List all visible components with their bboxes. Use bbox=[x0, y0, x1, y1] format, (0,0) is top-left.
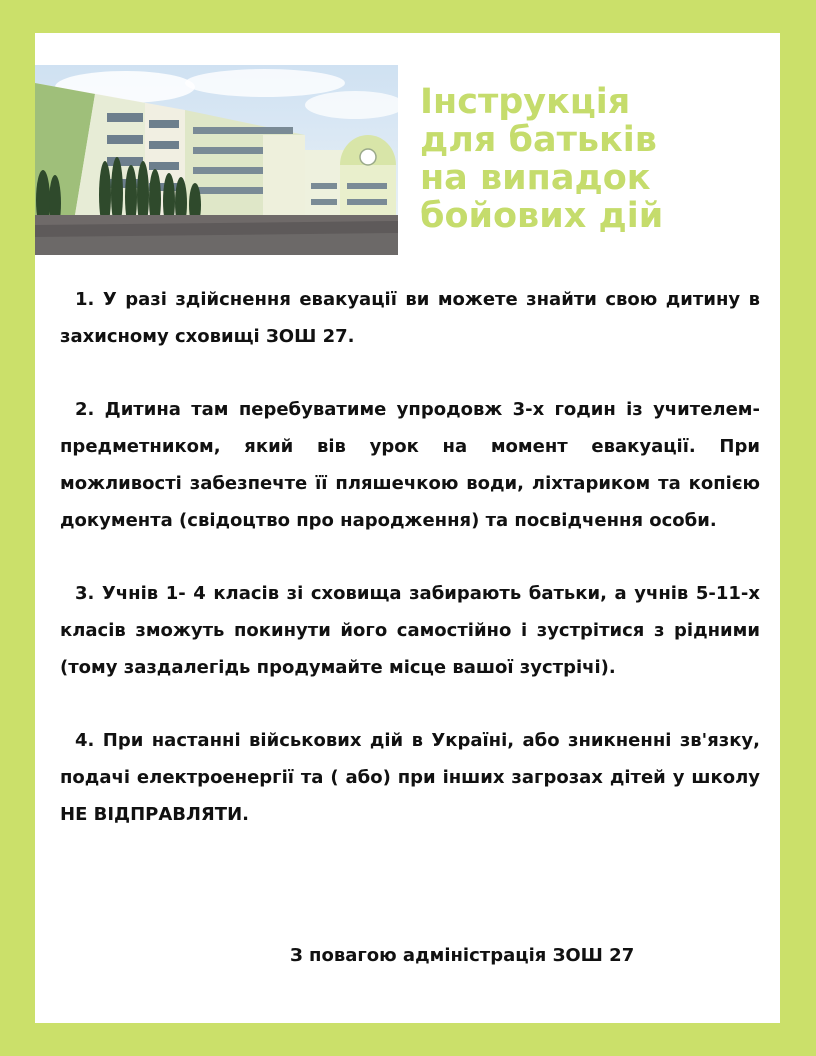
document-title bbox=[420, 83, 770, 235]
title-line: бойових дій bbox=[420, 196, 664, 236]
title-line: для батьків bbox=[420, 120, 657, 160]
signature: З повагою адміністрація ЗОШ 27 bbox=[290, 945, 635, 966]
title-line: Інструкція bbox=[420, 82, 631, 122]
document-page bbox=[35, 33, 780, 1023]
instruction-paragraph-2: 2. Дитина там перебуватиме упродовж 3-х годин із учителем-предметником, який вів урок на момент евакуації. При можливості забезпечте її пляшечкою води, ліхтариком та копією документа (свідоцтво про народження) та посвідчення особи. bbox=[60, 399, 760, 531]
instructions-list bbox=[60, 281, 760, 833]
instruction-paragraph-4: 4. При настанні військових дій в Україні, або зникненні зв'язку, подачі електроенергії та ( або) при інших загрозах дітей у школу НЕ ВІДПРАВЛЯТИ. bbox=[60, 730, 760, 825]
title-line: на випадок bbox=[420, 158, 651, 198]
school-building-photo bbox=[35, 65, 398, 255]
instruction-paragraph-1: 1. У разі здійснення евакуації ви можете знайти свою дитину в захисному сховищі ЗОШ 27. bbox=[60, 289, 760, 347]
instruction-paragraph-3: 3. Учнів 1- 4 класів зі сховища забирають батьки, а учнів 5-11-х класів зможуть покинути його самостійно і зустрітися з рідними (тому заздалегідь продумайте місце вашої зустрічі). bbox=[60, 583, 760, 678]
